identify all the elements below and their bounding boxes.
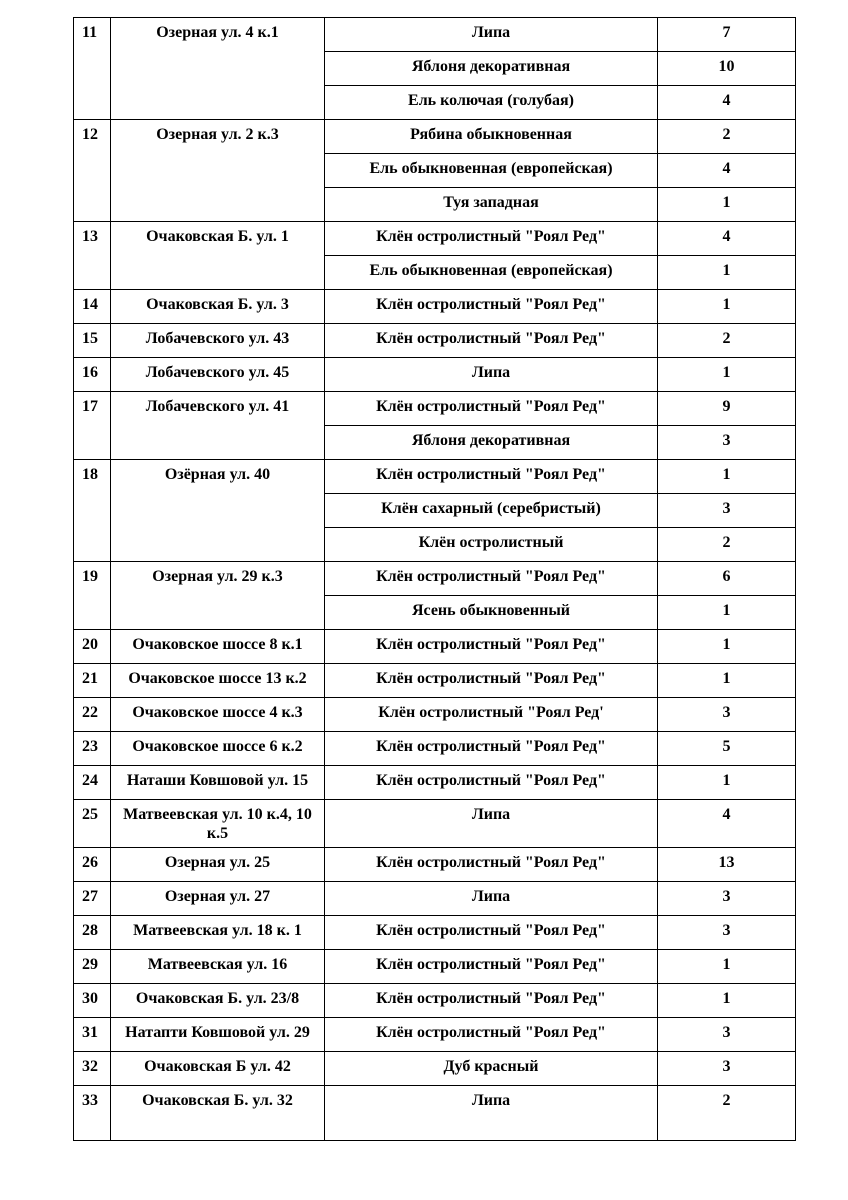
- count-cell: 5: [658, 732, 796, 766]
- row-number-cell: 33: [74, 1086, 111, 1141]
- row-number-cell: 26: [74, 848, 111, 882]
- species-cell: Клён остролистный "Роял Ред": [325, 732, 658, 766]
- species-cell: Ель обыкновенная (европейская): [325, 256, 658, 290]
- count-cell: 1: [658, 630, 796, 664]
- table-row: [74, 460, 796, 494]
- address-cell: Очаковское шоссе 8 к.1: [111, 630, 325, 664]
- count-cell: 2: [658, 528, 796, 562]
- table-row: [74, 222, 796, 256]
- species-cell: Клён сахарный (серебристый): [325, 494, 658, 528]
- count-cell: 10: [658, 52, 796, 86]
- table-row: [74, 664, 796, 698]
- species-cell: Клён остролистный: [325, 528, 658, 562]
- row-number-cell: 20: [74, 630, 111, 664]
- table-row: [74, 766, 796, 800]
- table-row: [74, 950, 796, 984]
- row-number-cell: 30: [74, 984, 111, 1018]
- count-cell: 9: [658, 392, 796, 426]
- count-cell: 1: [658, 664, 796, 698]
- species-cell: Клён остролистный "Роял Ред": [325, 324, 658, 358]
- row-number-cell: 12: [74, 120, 111, 222]
- row-number-cell: 31: [74, 1018, 111, 1052]
- table-row: [74, 120, 796, 154]
- address-cell: Очаковская Б. ул. 3: [111, 290, 325, 324]
- table-row: [74, 698, 796, 732]
- species-cell: Клён остролистный "Роял Ред": [325, 562, 658, 596]
- count-cell: 6: [658, 562, 796, 596]
- count-cell: 2: [658, 120, 796, 154]
- row-number-cell: 14: [74, 290, 111, 324]
- count-cell: 3: [658, 426, 796, 460]
- address-cell: Очаковское шоссе 13 к.2: [111, 664, 325, 698]
- address-cell: Наташи Ковшовой ул. 15: [111, 766, 325, 800]
- species-cell: Клён остролистный "Роял Ред": [325, 916, 658, 950]
- row-number-cell: 11: [74, 18, 111, 120]
- species-cell: Клён остролистный "Роял Ред": [325, 630, 658, 664]
- species-cell: Клён остролистный "Роял Ред": [325, 460, 658, 494]
- address-cell: Озерная ул. 4 к.1: [111, 18, 325, 120]
- species-cell: Клён остролистный "Роял Ред": [325, 950, 658, 984]
- table-row: [74, 984, 796, 1018]
- row-number-cell: 21: [74, 664, 111, 698]
- species-cell: Клён остролистный "Роял Ред': [325, 698, 658, 732]
- species-cell: Липа: [325, 18, 658, 52]
- species-cell: Ясень обыкновенный: [325, 596, 658, 630]
- address-cell: Лобачевского ул. 41: [111, 392, 325, 460]
- row-number-cell: 22: [74, 698, 111, 732]
- row-number-cell: 18: [74, 460, 111, 562]
- count-cell: 4: [658, 154, 796, 188]
- count-cell: 1: [658, 188, 796, 222]
- row-number-cell: 29: [74, 950, 111, 984]
- species-cell: Клён остролистный "Роял Ред": [325, 222, 658, 256]
- row-number-cell: 16: [74, 358, 111, 392]
- species-cell: Клён остролистный "Роял Ред": [325, 664, 658, 698]
- count-cell: 3: [658, 882, 796, 916]
- row-number-cell: 24: [74, 766, 111, 800]
- table-row: [74, 18, 796, 52]
- address-cell: Лобачевского ул. 45: [111, 358, 325, 392]
- address-cell: Озерная ул. 27: [111, 882, 325, 916]
- count-cell: 1: [658, 460, 796, 494]
- count-cell: 2: [658, 1086, 796, 1141]
- species-cell: Липа: [325, 882, 658, 916]
- count-cell: 1: [658, 290, 796, 324]
- address-cell: Очаковская Б. ул. 1: [111, 222, 325, 290]
- row-number-cell: 27: [74, 882, 111, 916]
- address-cell: Озерная ул. 2 к.3: [111, 120, 325, 222]
- species-cell: Дуб красный: [325, 1052, 658, 1086]
- address-cell: Очаковская Б. ул. 32: [111, 1086, 325, 1141]
- table-body: [74, 18, 796, 1141]
- address-cell: Матвеевская ул. 10 к.4, 10 к.5: [111, 800, 325, 848]
- species-cell: Клён остролистный "Роял Ред": [325, 984, 658, 1018]
- species-cell: Липа: [325, 800, 658, 848]
- address-cell: Озерная ул. 25: [111, 848, 325, 882]
- address-cell: Очаковская Б ул. 42: [111, 1052, 325, 1086]
- count-cell: 4: [658, 800, 796, 848]
- count-cell: 3: [658, 1052, 796, 1086]
- species-cell: Клён остролистный "Роял Ред": [325, 848, 658, 882]
- table-row: [74, 848, 796, 882]
- species-cell: Клён остролистный "Роял Ред": [325, 290, 658, 324]
- count-cell: 1: [658, 950, 796, 984]
- table-row: [74, 392, 796, 426]
- count-cell: 3: [658, 698, 796, 732]
- count-cell: 13: [658, 848, 796, 882]
- species-cell: Клён остролистный "Роял Ред": [325, 766, 658, 800]
- row-number-cell: 32: [74, 1052, 111, 1086]
- address-cell: Натапти Ковшовой ул. 29: [111, 1018, 325, 1052]
- table-row: [74, 290, 796, 324]
- count-cell: 1: [658, 596, 796, 630]
- address-cell: Озёрная ул. 40: [111, 460, 325, 562]
- row-number-cell: 28: [74, 916, 111, 950]
- table-row: [74, 358, 796, 392]
- table-row: [74, 324, 796, 358]
- species-cell: Липа: [325, 1086, 658, 1141]
- count-cell: 1: [658, 358, 796, 392]
- species-cell: Липа: [325, 358, 658, 392]
- count-cell: 2: [658, 324, 796, 358]
- table-row: [74, 882, 796, 916]
- species-cell: Яблоня декоративная: [325, 426, 658, 460]
- count-cell: 7: [658, 18, 796, 52]
- row-number-cell: 17: [74, 392, 111, 460]
- species-cell: Яблоня декоративная: [325, 52, 658, 86]
- table-row: [74, 916, 796, 950]
- table-row: [74, 1018, 796, 1052]
- table-row: [74, 800, 796, 848]
- count-cell: 1: [658, 256, 796, 290]
- address-cell: Очаковская Б. ул. 23/8: [111, 984, 325, 1018]
- species-cell: Рябина обыкновенная: [325, 120, 658, 154]
- table-row: [74, 1086, 796, 1141]
- address-cell: Матвеевская ул. 16: [111, 950, 325, 984]
- table-row: [74, 732, 796, 766]
- address-cell: Очаковское шоссе 6 к.2: [111, 732, 325, 766]
- count-cell: 1: [658, 984, 796, 1018]
- table-row: [74, 630, 796, 664]
- count-cell: 4: [658, 222, 796, 256]
- species-cell: Ель колючая (голубая): [325, 86, 658, 120]
- row-number-cell: 15: [74, 324, 111, 358]
- count-cell: 4: [658, 86, 796, 120]
- table-row: [74, 1052, 796, 1086]
- count-cell: 3: [658, 494, 796, 528]
- address-cell: Лобачевского ул. 43: [111, 324, 325, 358]
- row-number-cell: 13: [74, 222, 111, 290]
- count-cell: 3: [658, 916, 796, 950]
- species-cell: Ель обыкновенная (европейская): [325, 154, 658, 188]
- address-cell: Очаковское шоссе 4 к.3: [111, 698, 325, 732]
- count-cell: 1: [658, 766, 796, 800]
- count-cell: 3: [658, 1018, 796, 1052]
- species-cell: Клён остролистный "Роял Ред": [325, 1018, 658, 1052]
- row-number-cell: 23: [74, 732, 111, 766]
- table-row: [74, 562, 796, 596]
- tree-planting-table: [73, 17, 796, 1141]
- species-cell: Туя западная: [325, 188, 658, 222]
- address-cell: Озерная ул. 29 к.3: [111, 562, 325, 630]
- row-number-cell: 25: [74, 800, 111, 848]
- species-cell: Клён остролистный "Роял Ред": [325, 392, 658, 426]
- row-number-cell: 19: [74, 562, 111, 630]
- address-cell: Матвеевская ул. 18 к. 1: [111, 916, 325, 950]
